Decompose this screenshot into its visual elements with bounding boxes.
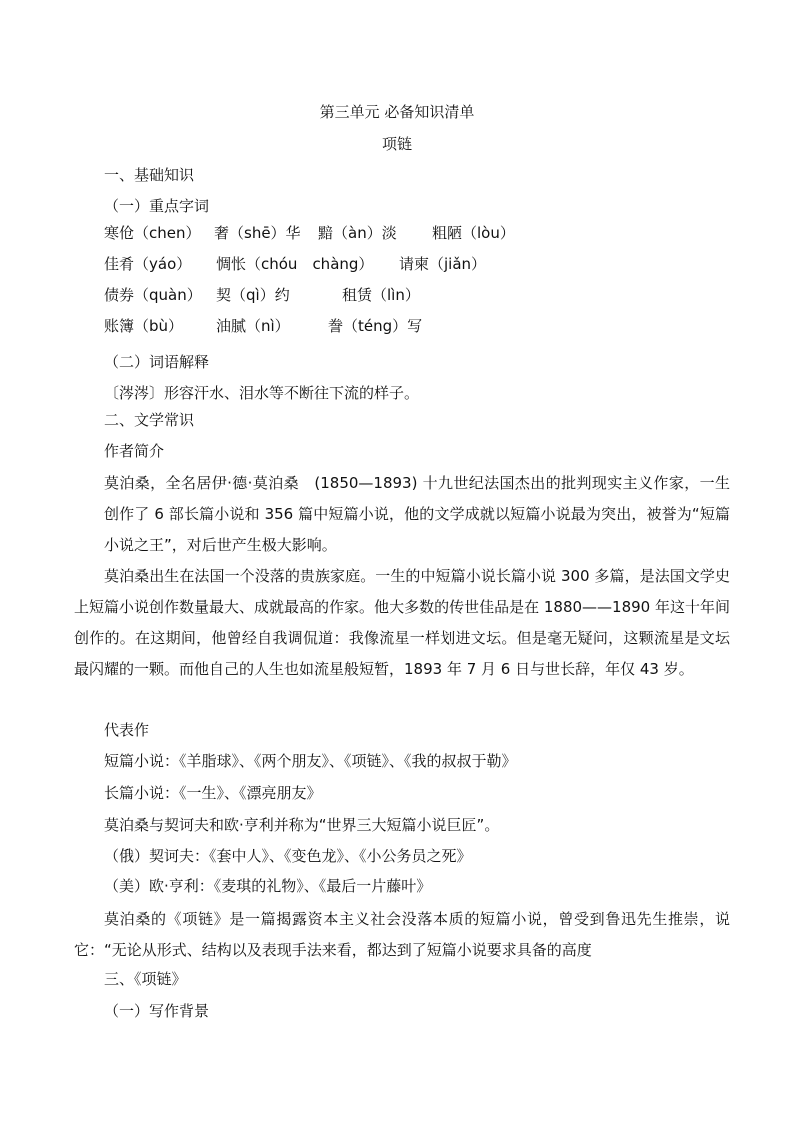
- section-heading-necklace: 三、《项链》: [104, 970, 187, 988]
- subheading-writing-background: （一）写作背景: [104, 1002, 210, 1020]
- author-intro-label: 作者简介: [104, 442, 165, 460]
- definition-text: 〔涔涔〕形容汗水、泪水等不断往下流的样子。: [104, 384, 420, 402]
- chekhov-works-line: （俄）契诃夫：《套中人》、《变色龙》、《小公务员之死》: [104, 847, 472, 865]
- word-item: 请柬（jiǎn）: [399, 255, 487, 273]
- word-item: 债券（quàn）: [104, 286, 202, 304]
- novels-line: 长篇小说：《一生》、《漂亮朋友》: [104, 784, 322, 802]
- short-stories-line: 短篇小说：《羊脂球》、《两个朋友》、《项链》、《我的叔叔于勒》: [104, 752, 517, 770]
- word-item: 契（qì）约: [216, 286, 290, 304]
- word-item: 油腻（nì）: [216, 317, 290, 335]
- works-label: 代表作: [104, 721, 150, 739]
- word-item: 账簿（bù）: [104, 317, 184, 335]
- author-paragraph-1: 莫泊桑，全名居伊·德·莫泊桑 (1850—1893) 十九世纪法国杰出的批判现实主义作家，一生创作了 6 部长篇小说和 356 篇中短篇小说，他的文学成就以短篇小说最为突出，被誉为“短篇小说之王”，对后世产生极大影响。: [104, 474, 730, 554]
- word-item: 惆怅（chóu chàng）: [216, 255, 374, 273]
- author-paragraph-2: 莫泊桑出生在法国一个没落的贵族家庭。一生的中短篇小说长篇小说 300 多篇，是法国文学史上短篇小说创作数量最大、成就最高的作家。他大多数的传世佳品是在 1880——1890 年这十年间创作的。在这期间，他曾经自我调侃道：我像流星一样划进文坛。但是毫无疑问，这颗流星是文坛最闪耀的一颗。而他自己的人生也如流星般短暂，1893 年 7 月 6 日与世长辞，年仅 43 岁。: [74, 567, 730, 678]
- three-masters-line: 莫泊桑与契诃夫和欧·亨利并称为“世界三大短篇小说巨匠”。: [104, 816, 500, 834]
- word-item: 租赁（lìn）: [342, 286, 420, 304]
- word-item: 奢（shē）华: [214, 224, 301, 242]
- subheading-key-words: （一）重点字词: [104, 197, 210, 215]
- word-item: 誊（téng）写: [328, 317, 423, 335]
- word-item: 黯（àn）淡: [318, 224, 397, 242]
- word-item: 粗陋（lòu）: [432, 224, 515, 242]
- necklace-paragraph: 莫泊桑的《项链》是一篇揭露资本主义社会没落本质的短篇小说，曾受到鲁迅先生推崇，说它：“无论从形式、结构以及表现手法来看，都达到了短篇小说要求具备的高度: [74, 910, 730, 959]
- word-item: 寒伧（chen）: [104, 224, 201, 242]
- word-item: 佳肴（yáo）: [104, 255, 192, 273]
- section-heading-literature: 二、文学常识: [104, 411, 195, 429]
- section-heading-basics: 一、基础知识: [104, 166, 195, 184]
- unit-title: 第三单元 必备知识清单: [319, 103, 475, 121]
- subheading-word-explanation: （二）词语解释: [104, 353, 210, 371]
- ohenry-works-line: （美）欧·亨利：《麦琪的礼物》、《最后一片藤叶》: [104, 877, 432, 895]
- lesson-title: 项链: [381, 135, 412, 153]
